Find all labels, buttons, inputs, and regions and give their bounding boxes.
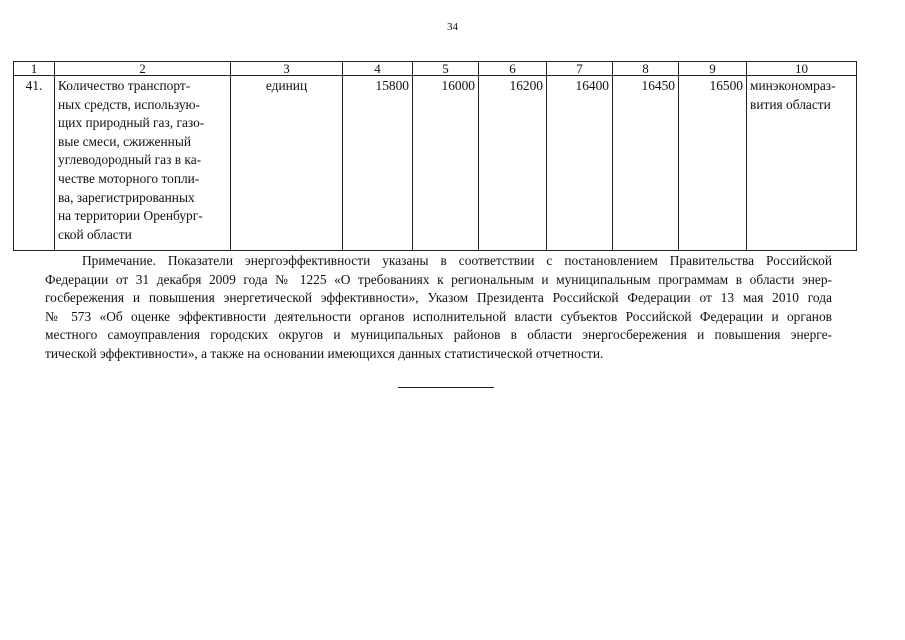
indicator-table — [13, 61, 857, 251]
column-header: 8 — [613, 62, 679, 76]
column-header: 5 — [413, 62, 479, 76]
value-cell: 16000 — [413, 76, 479, 251]
footnote-line: тической эффективности», а также на основании имеющихся данных статистической отчетности. — [45, 345, 604, 361]
unit-cell: единиц — [231, 76, 343, 251]
column-header: 4 — [343, 62, 413, 76]
end-divider — [398, 387, 494, 388]
responsible-cell: минэкономраз- вития области — [747, 76, 857, 251]
column-header: 6 — [479, 62, 547, 76]
value-cell: 15800 — [343, 76, 413, 251]
column-header: 10 — [747, 62, 857, 76]
footnote-line: Примечание. Показатели энергоэффективности указаны в соответствии с постановлением Правительства Российской — [82, 253, 832, 268]
value-cell: 16500 — [679, 76, 747, 251]
column-header: 2 — [55, 62, 231, 76]
table-row — [14, 76, 857, 251]
footnote — [45, 252, 832, 364]
column-header: 9 — [679, 62, 747, 76]
footnote-line: местного самоуправления городских округов и муниципальных районов в области энергосбережения и повышения энерге- — [45, 327, 832, 343]
column-header: 1 — [14, 62, 55, 76]
footnote-line: № 573 «Об оценке эффективности деятельности органов исполнительной власти субъектов Российской Федерации и органов — [45, 308, 832, 324]
value-cell: 16400 — [547, 76, 613, 251]
value-cell: 16450 — [613, 76, 679, 251]
page-number: 34 — [447, 21, 458, 33]
row-index: 41. — [14, 76, 55, 251]
footnote-line: госбережения и повышения энергетической эффективности», Указом Президента Российской Федерации от 13 мая 2010 года — [45, 290, 832, 306]
column-header: 7 — [547, 62, 613, 76]
footnote-line: Федерации от 31 декабря 2009 года № 1225 «О требованиях к региональным и муниципальным программам в области энер- — [45, 271, 832, 287]
indicator-name: Количество транспорт- ных средств, использую- щих природный газ, газо- вые смеси, сжиженный углеводородный газ в ка- честве моторного топли- ва, зарегистрированных на территории Оренбург- ской области — [55, 76, 231, 251]
column-header: 3 — [231, 62, 343, 76]
value-cell: 16200 — [479, 76, 547, 251]
table-header-row — [14, 62, 857, 76]
